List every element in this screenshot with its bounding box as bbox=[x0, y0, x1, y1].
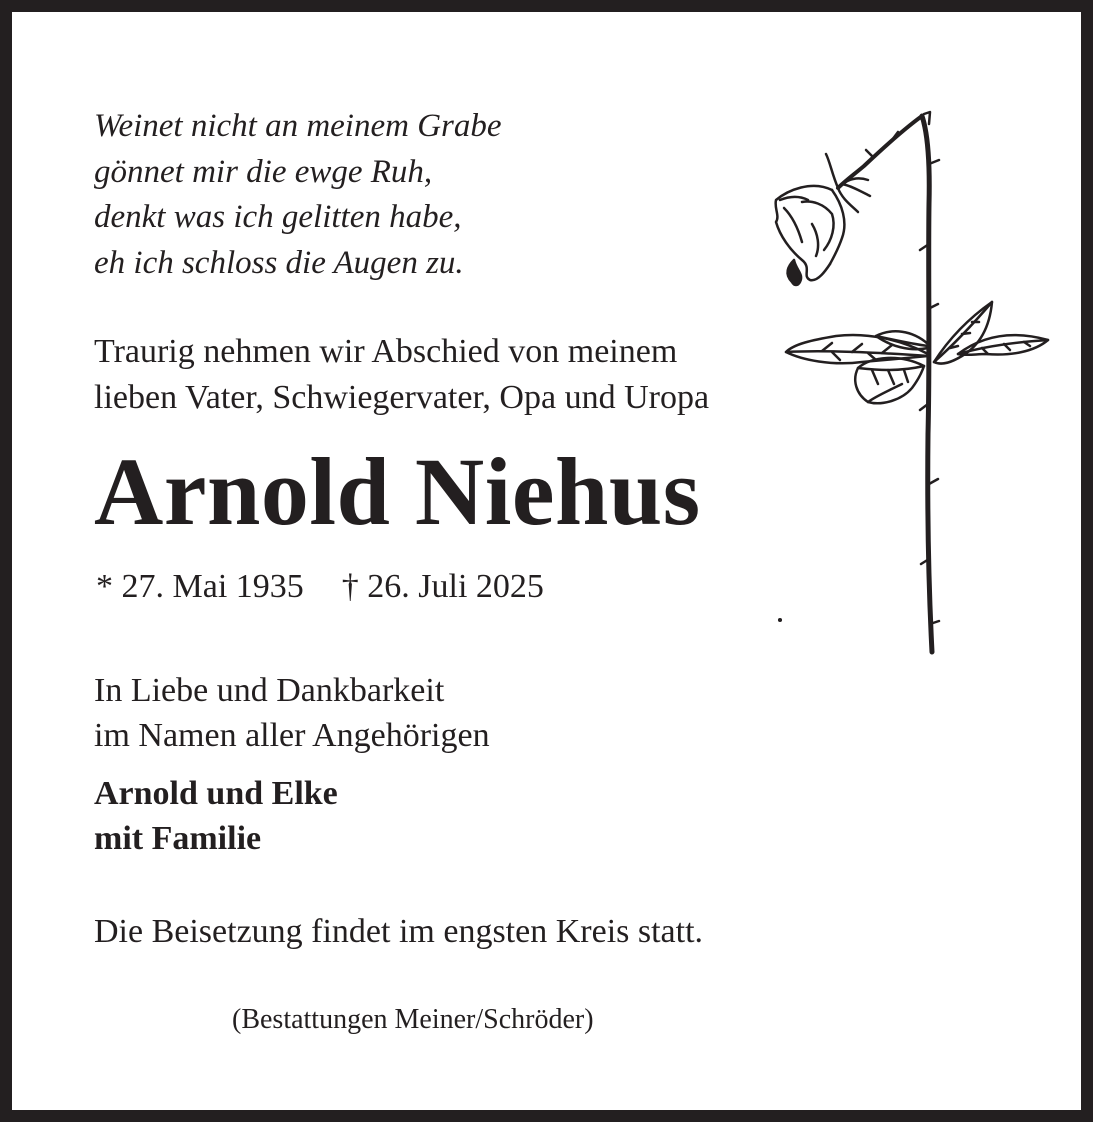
closing-line: im Namen aller Angehörigen bbox=[94, 717, 490, 754]
closing-line: In Liebe und Dankbarkeit bbox=[94, 672, 445, 709]
funeral-note: Die Beisetzung findet im engsten Kreis statt. bbox=[94, 913, 704, 950]
deceased-name: Arnold Niehus bbox=[94, 438, 701, 545]
poem-line: gönnet mir die ewge Ruh, bbox=[94, 153, 433, 190]
intro-line: Traurig nehmen wir Abschied von meinem bbox=[94, 333, 678, 370]
birth-date: * 27. Mai 1935 bbox=[96, 568, 304, 605]
wilted-rose-icon bbox=[772, 104, 1062, 669]
life-dates bbox=[96, 565, 544, 609]
poem-line: denkt was ich gelitten habe, bbox=[94, 199, 462, 235]
undertaker: (Bestattungen Meiner/Schröder) bbox=[232, 1004, 594, 1035]
death-date: † 26. Juli 2025 bbox=[341, 568, 544, 605]
poem bbox=[94, 104, 502, 286]
poem-line: Weinet nicht an meinem Grabe bbox=[94, 108, 502, 144]
farewell-intro bbox=[94, 329, 709, 421]
signer-line: Arnold und Elke bbox=[94, 775, 338, 812]
intro-line: lieben Vater, Schwiegervater, Opa und Uropa bbox=[94, 379, 710, 416]
closing-text bbox=[94, 668, 490, 758]
signer-line: mit Familie bbox=[94, 820, 262, 857]
signers bbox=[94, 771, 338, 861]
poem-line: eh ich schloss die Augen zu. bbox=[94, 244, 464, 281]
